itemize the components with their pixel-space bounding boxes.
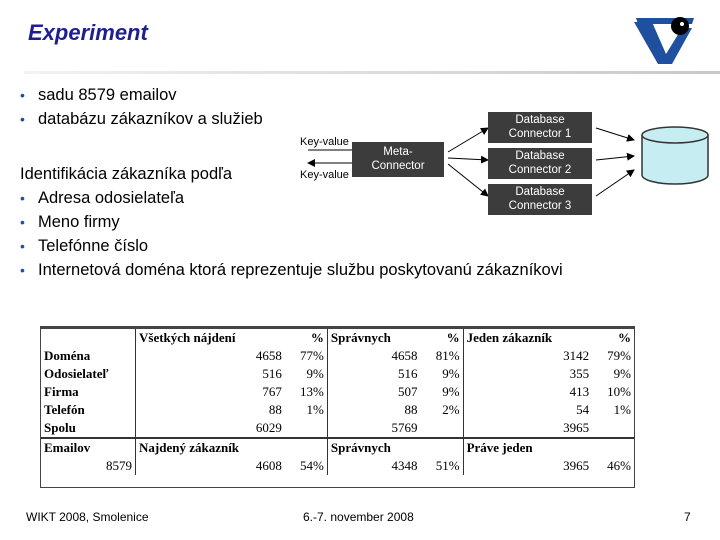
list-item: • Meno firmy: [20, 213, 120, 231]
table-row: Firma 767 13% 507 9% 413 10%: [44, 384, 631, 399]
results-table: [40, 326, 635, 488]
database-icon: [640, 125, 710, 185]
table-subheader-row: Emailov Najdený zákazník Správnych Práve jeden: [41, 438, 634, 457]
footer-date: 6.-7. november 2008: [303, 510, 414, 524]
title-divider: [24, 71, 720, 74]
key-value-label: Key-value: [300, 136, 349, 148]
database-connector-1: Database Connector 1: [488, 112, 592, 143]
database-connector-2: Database Connector 2: [488, 148, 592, 179]
table-header-row: [41, 329, 634, 347]
slide-title: Experiment: [28, 20, 148, 45]
identification-heading: Identifikácia zákazníka podľa: [20, 165, 233, 183]
page-number: 7: [684, 510, 691, 524]
key-value-label: Key-value: [300, 169, 349, 181]
identification-section: [20, 162, 563, 282]
database-connector-3: Database Connector 3: [488, 184, 592, 215]
footer-event: WIKT 2008, Smolenice: [26, 510, 149, 524]
intro-bullets: [20, 83, 263, 131]
table-row: 8579 4608 54% 4348 51% 3965 46%: [106, 458, 631, 473]
list-item: • sadu 8579 emailov: [20, 86, 177, 104]
column-header: %: [446, 330, 460, 345]
table-row: Odosielateľ 516 9% 516 9% 355 9%: [44, 366, 631, 381]
list-item: • Internetová doména ktorá reprezentuje službu poskytovanú zákazníkovi: [20, 261, 563, 279]
column-header: %: [618, 330, 631, 345]
list-item: • Telefónne číslo: [20, 237, 149, 255]
column-header: Jeden zákazník: [463, 329, 592, 347]
list-item: • databázu zákazníkov a služieb: [20, 110, 263, 128]
column-header: %: [310, 330, 324, 345]
table-row: Telefón 88 1% 88 2% 54 1%: [44, 402, 631, 417]
table-row: Spolu 6029 5769 3965: [41, 419, 634, 438]
logo-icon: [632, 14, 698, 66]
column-header: Všetkých nájdení: [136, 329, 285, 347]
list-item: • Adresa odosielateľa: [20, 189, 185, 207]
meta-connector-box: Meta- Connector: [352, 142, 444, 177]
column-header: Správnych: [327, 329, 420, 347]
table-row: Doména 4658 77% 4658 81% 3142 79%: [44, 348, 631, 363]
